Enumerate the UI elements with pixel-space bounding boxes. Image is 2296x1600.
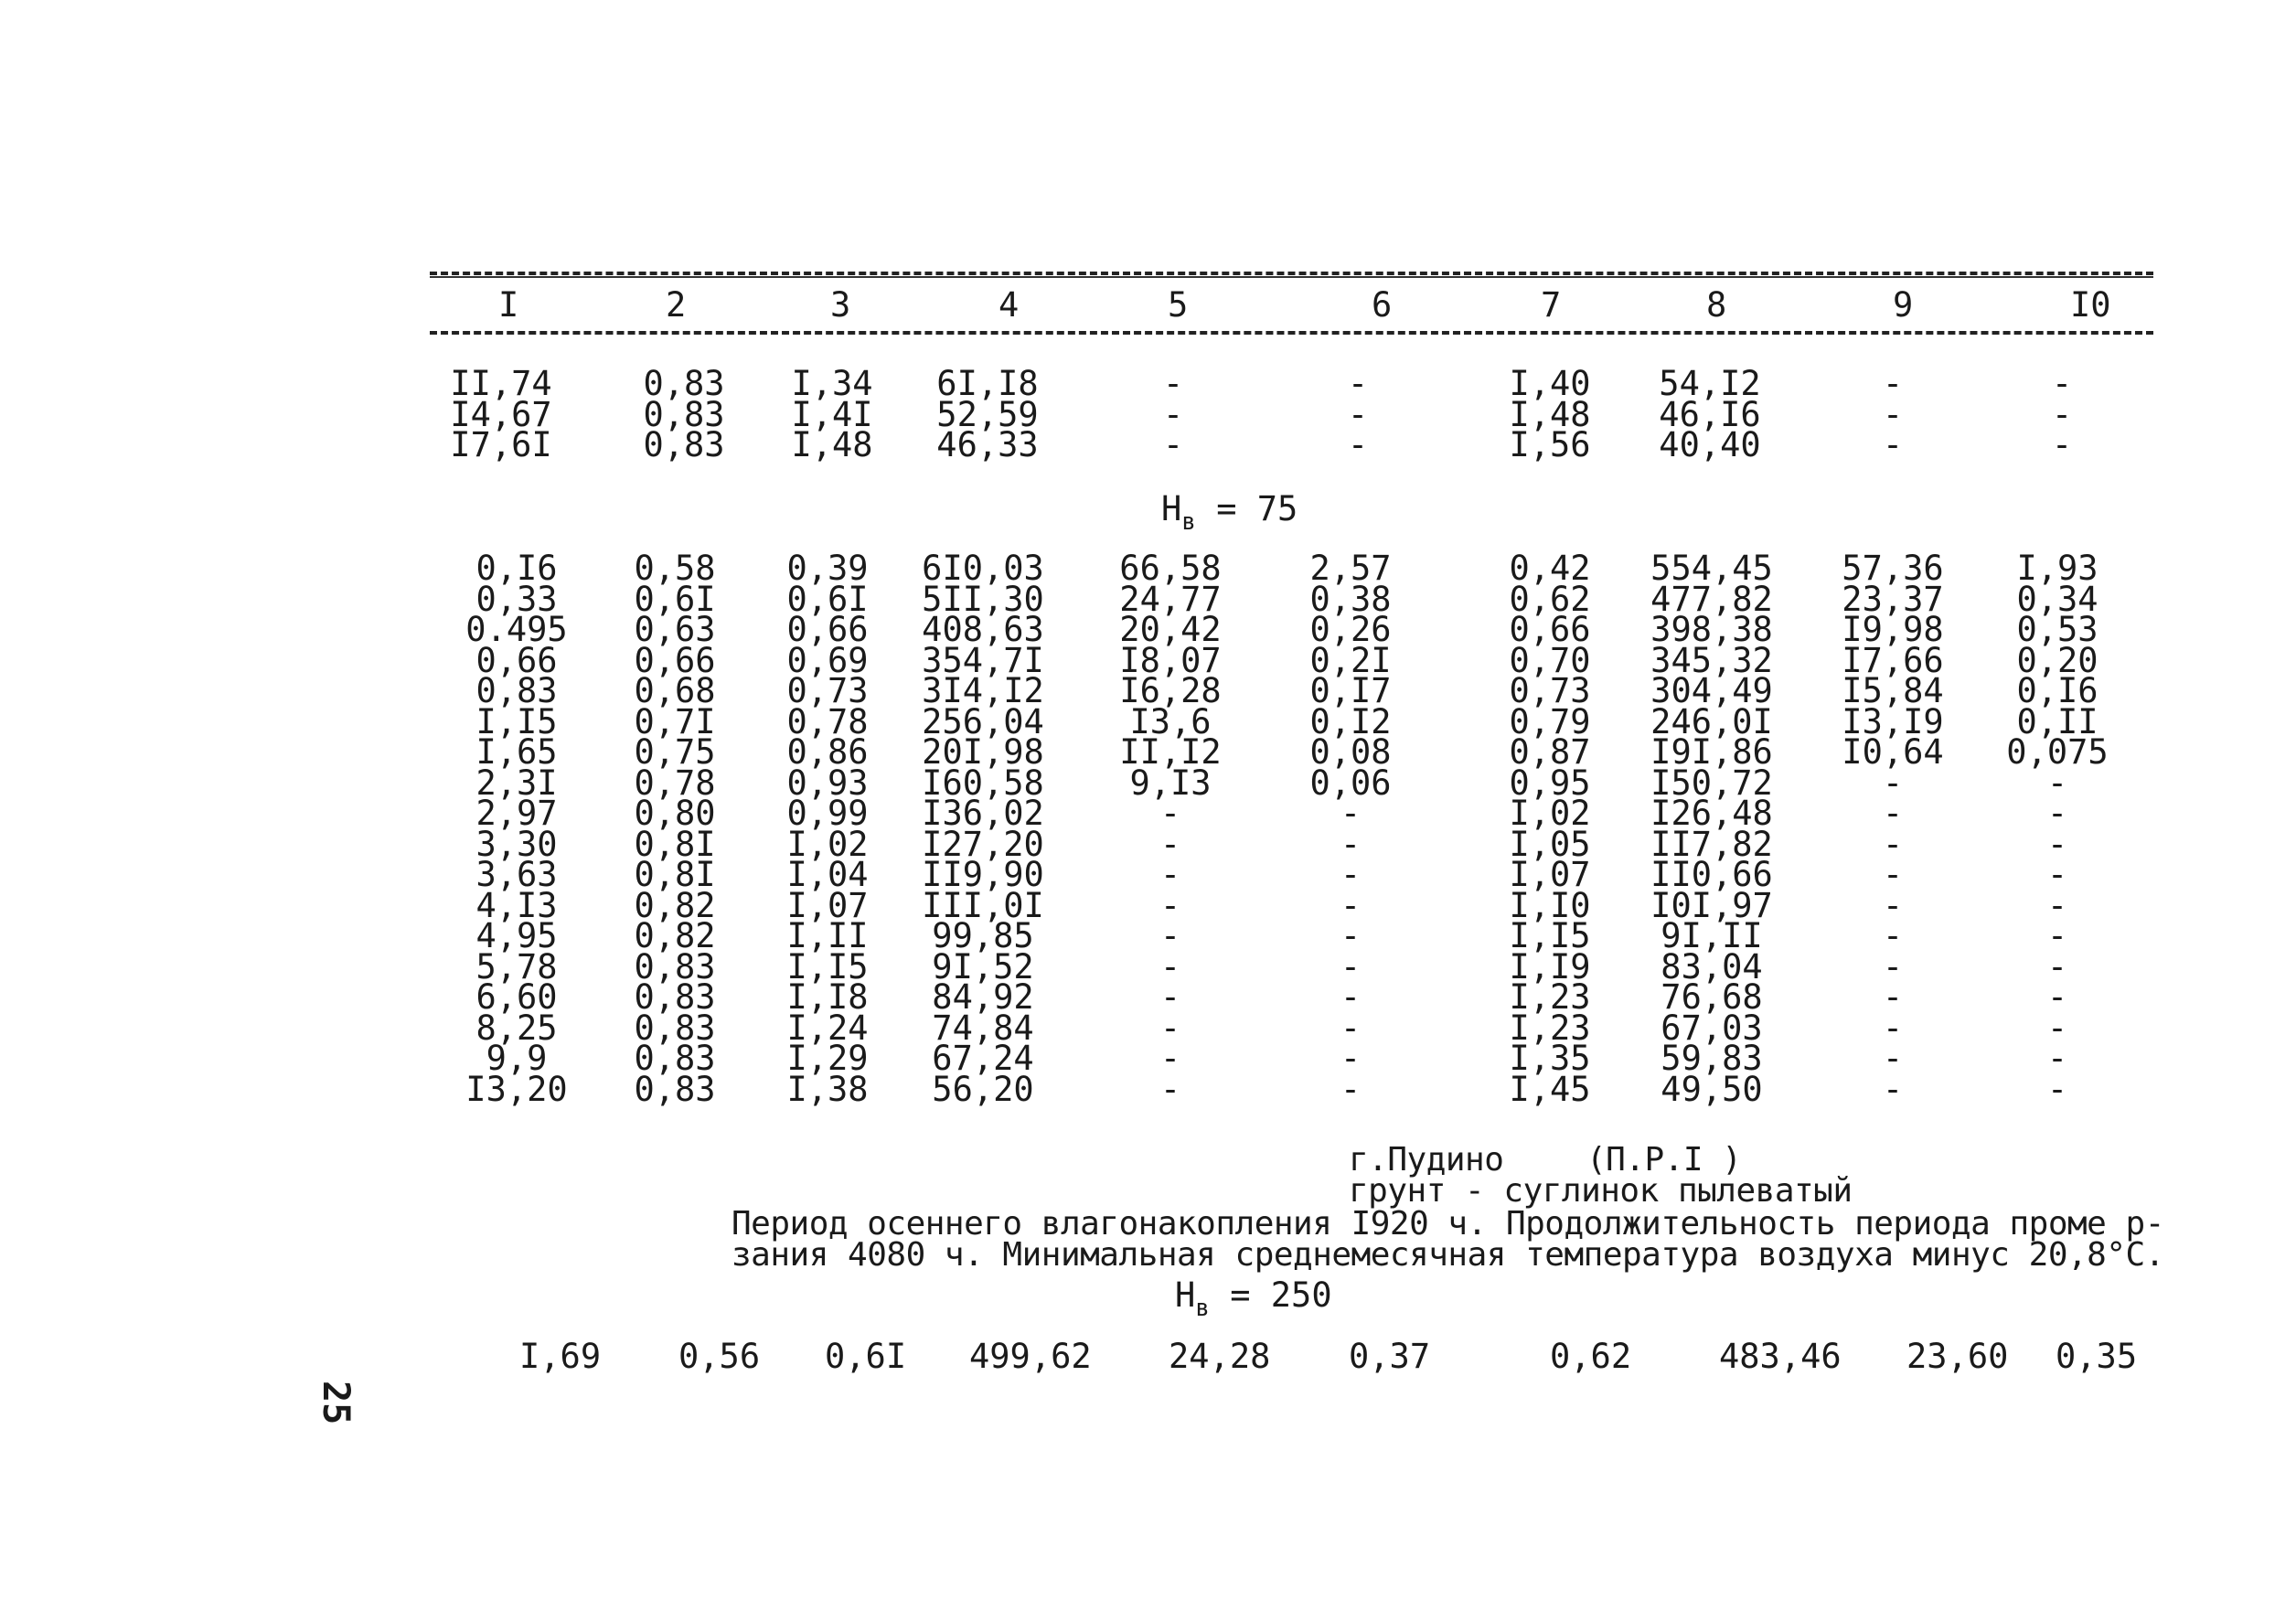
table-cell: 2,57 (1309, 549, 1392, 588)
table-cell: - (2046, 977, 2068, 1017)
table-cell: 408,63 (922, 610, 1044, 649)
table-cell: 0,39 (786, 549, 869, 588)
column-7 (1509, 364, 1591, 464)
table-cell: I26,48 (1650, 794, 1773, 833)
table-cell: 246,0I (1650, 701, 1773, 741)
table-cell: - (1159, 794, 1181, 833)
site-name: г.Пудино (1349, 1141, 1504, 1179)
column-2 (634, 549, 716, 1109)
table-cell: 354,7I (922, 640, 1044, 680)
table-cell: 9,I3 (1129, 763, 1212, 803)
table-cell: 0,86 (786, 732, 869, 772)
table-cell: II0,66 (1650, 855, 1773, 894)
table-cell: 20,42 (1119, 610, 1222, 649)
table-cell: - (1882, 394, 1904, 434)
table-cell: - (1159, 1039, 1181, 1078)
table-cell: I,I5 (1509, 916, 1591, 955)
table-cell: 0,70 (1509, 640, 1591, 680)
table-cell: I,48 (791, 425, 873, 464)
table-cell: I,48 (1509, 394, 1591, 434)
table-cell: III,0I (922, 885, 1044, 925)
table-cell: I4,67 (450, 394, 552, 434)
column-9 (1842, 549, 1944, 1109)
table-cell: - (1340, 946, 1362, 987)
table-cell: 0,8I (634, 855, 716, 894)
column-6 (1347, 364, 1369, 464)
table-cell: 6,60 (475, 977, 558, 1017)
table-cell: 9I,52 (932, 946, 1034, 987)
table-header-rule (430, 331, 2153, 335)
table-cell: 0,83 (634, 946, 716, 987)
table-cell: I6,28 (1119, 671, 1222, 710)
table-cell: - (2046, 1039, 2068, 1078)
table-cell: II,74 (450, 364, 552, 403)
table-cell: 0,83 (643, 364, 725, 403)
column-3 (791, 364, 873, 464)
table-cell: 9,9 (486, 1039, 548, 1078)
table-cell: I3,20 (465, 1069, 568, 1109)
table-cell: - (1347, 364, 1369, 403)
table-cell: I,93 (2016, 549, 2098, 588)
table-cell: I,45 (1509, 1069, 1591, 1109)
table-cell: I,65 (475, 732, 558, 772)
table-cell: - (2046, 824, 2068, 864)
table-cell: 0,I6 (475, 549, 558, 588)
column-10 (2051, 364, 2073, 464)
table-cell: 83,04 (1661, 946, 1763, 987)
table-cell: - (1340, 916, 1362, 955)
table-cell: 0,75 (634, 732, 716, 772)
table-cell: II7,82 (1650, 824, 1773, 864)
table-cell: - (2046, 855, 2068, 894)
table-cell: 0,33 (475, 579, 558, 619)
table-cell: 0,79 (1509, 701, 1591, 741)
table-cell: I50,72 (1650, 763, 1773, 803)
table-cell: I,05 (1509, 824, 1591, 864)
table-cell: 66,58 (1119, 549, 1222, 588)
table-cell: I,4I (791, 394, 873, 434)
table-cell: I,56 (1509, 425, 1591, 464)
table-cell: I60,58 (922, 763, 1044, 803)
table-cell: - (1340, 824, 1362, 864)
column-8 (1650, 549, 1773, 1109)
table-cell: - (1882, 364, 1904, 403)
table-cell: I36,02 (922, 794, 1044, 833)
table-cell: - (1882, 855, 1904, 894)
table-cell: - (1340, 1069, 1362, 1109)
table-cell: 0,66 (634, 640, 716, 680)
table-cell: - (1162, 364, 1184, 403)
table-cell: 0,II (2016, 701, 2098, 741)
table-cell: 0,2I (1309, 640, 1392, 680)
table-cell: 0,6I (786, 579, 869, 619)
table-cell: 0,06 (1309, 763, 1392, 803)
column-2 (643, 364, 725, 464)
formula-symbol: H (1175, 1275, 1196, 1315)
table-cell: 49,50 (1661, 1069, 1763, 1109)
table-cell: I7,66 (1842, 640, 1944, 680)
table-cell: - (2046, 794, 2068, 833)
table-cell: 0,99 (786, 794, 869, 833)
table-cell: 0,78 (634, 763, 716, 803)
formula-hv-250 (1175, 1275, 1332, 1322)
table-cell: 0,83 (634, 1069, 716, 1109)
table-cell: - (1347, 425, 1369, 464)
table-cell: - (1882, 425, 1904, 464)
table-cell: I,40 (1509, 364, 1591, 403)
table-cell: 0,6I (634, 579, 716, 619)
table-cell: - (1340, 885, 1362, 925)
column-10 (2006, 549, 2109, 1109)
table-cell: - (1882, 824, 1904, 864)
table-cell: 67,03 (1661, 1008, 1763, 1048)
table-cell: - (1882, 916, 1904, 955)
table-cell: 3I4,I2 (922, 671, 1044, 710)
table-cell: I,02 (786, 824, 869, 864)
table-cell: 4,95 (475, 916, 558, 955)
table-cell: - (1882, 1008, 1904, 1048)
table-cell: 0,73 (786, 671, 869, 710)
table-cell: - (1882, 946, 1904, 987)
table-cell: 99,85 (932, 916, 1034, 955)
table-cell: - (2046, 1008, 2068, 1048)
table-cell: I,I5 (475, 701, 558, 741)
formula-hv-75 (1161, 489, 1298, 536)
table-cell: I27,20 (922, 824, 1044, 864)
table-cell: I3,6 (1129, 701, 1212, 741)
table-cell: 0,82 (634, 916, 716, 955)
table-cell: I,24 (786, 1008, 869, 1048)
table-cell: 67,24 (932, 1039, 1034, 1078)
table-cell: I,35 (1509, 1039, 1591, 1078)
column-1 (450, 364, 552, 464)
table-cell: I,07 (1509, 855, 1591, 894)
table-cell: I0,64 (1842, 732, 1944, 772)
table-cell: 0,66 (475, 640, 558, 680)
column-7 (1509, 549, 1591, 1109)
table-cell: I,07 (786, 885, 869, 925)
table-cell: 0,83 (475, 671, 558, 710)
table-cell: 6I0,03 (922, 549, 1044, 588)
table-cell: - (1159, 855, 1181, 894)
period-description-line-2: зания 4080 ч. Минимальная среднемесячная температура воздуха минус 20,8°С. (732, 1236, 2164, 1274)
table-cell: I,I9 (1509, 946, 1591, 987)
table-cell: 398,38 (1650, 610, 1773, 649)
table-cell: 0,08 (1309, 732, 1392, 772)
site-code: (П.Р.I ) (1586, 1141, 1742, 1179)
table-cell: I9,98 (1842, 610, 1944, 649)
table-cell: 84,92 (932, 977, 1034, 1017)
table-cell: - (2046, 946, 2068, 987)
table-cell: I3,I9 (1842, 701, 1944, 741)
table-cell: - (2051, 394, 2073, 434)
table-cell: 0,26 (1309, 610, 1392, 649)
table-cell: - (1882, 794, 1904, 833)
table-cell: - (1159, 885, 1181, 925)
table-cell: 0,83 (634, 977, 716, 1017)
soil-type: грунт - суглинок пылеватый (1349, 1172, 1853, 1210)
table-cell: 0,78 (786, 701, 869, 741)
table-cell: - (1162, 394, 1184, 434)
table-cell: 0,68 (634, 671, 716, 710)
table-cell: - (1159, 1069, 1181, 1109)
table-cell: 0,95 (1509, 763, 1591, 803)
table-cell: 6I,I8 (936, 364, 1039, 403)
table-cell: 2,97 (475, 794, 558, 833)
table-cell: I0I,97 (1650, 885, 1773, 925)
table-cell: 0,34 (2016, 579, 2098, 619)
table-cell: 0,63 (634, 610, 716, 649)
table-cell: I7,6I (450, 425, 552, 464)
table-cell: 46,I6 (1659, 394, 1761, 434)
table-cell: 20I,98 (922, 732, 1044, 772)
table-cell: I,02 (1509, 794, 1591, 833)
table-cell: I,I0 (1509, 885, 1591, 925)
table-cell: 0,93 (786, 763, 869, 803)
table-cell: I,23 (1509, 977, 1591, 1017)
table-cell: 54,I2 (1659, 364, 1761, 403)
table-cell: 256,04 (922, 701, 1044, 741)
column-5 (1162, 364, 1184, 464)
table-cell: 0,075 (2006, 732, 2109, 772)
table-cell: - (2046, 885, 2068, 925)
column-1 (465, 549, 568, 1109)
table-cell: I,I8 (786, 977, 869, 1017)
table-cell: 0,I6 (2016, 671, 2098, 710)
formula-value: = 75 (1195, 489, 1298, 528)
table-cell: 0,20 (2016, 640, 2098, 680)
table-cell: - (1882, 1039, 1904, 1078)
table-cell: 3,63 (475, 855, 558, 894)
table-cell: 74,84 (932, 1008, 1034, 1048)
table-cell: 5II,30 (922, 579, 1044, 619)
page-number: 25 (315, 1381, 357, 1425)
table-cell: - (2046, 916, 2068, 955)
table-cell: 0,66 (786, 610, 869, 649)
table-cell: - (1340, 1008, 1362, 1048)
table-cell: 0,69 (786, 640, 869, 680)
table-cell: 0,80 (634, 794, 716, 833)
table-cell: 0,83 (634, 1008, 716, 1048)
table-cell: 0,53 (2016, 610, 2098, 649)
table-cell: I,38 (786, 1069, 869, 1109)
column-4 (936, 364, 1039, 464)
table-cell: I,34 (791, 364, 873, 403)
table-cell: 0,7I (634, 701, 716, 741)
table-cell: 9I,II (1661, 916, 1763, 955)
table-cell: 40,40 (1659, 425, 1761, 464)
table-cell: I5,84 (1842, 671, 1944, 710)
table-cell: - (1159, 1008, 1181, 1048)
table-cell: 0,38 (1309, 579, 1392, 619)
table-cell: 554,45 (1650, 549, 1773, 588)
table-cell: - (1159, 977, 1181, 1017)
table-cell: 304,49 (1650, 671, 1773, 710)
table-cell: 0,62 (1509, 579, 1591, 619)
column-6 (1309, 549, 1392, 1109)
table-cell: 23,37 (1842, 579, 1944, 619)
formula-value: = 250 (1209, 1275, 1332, 1315)
table-cell: 0,8I (634, 824, 716, 864)
table-cell: 56,20 (932, 1069, 1034, 1109)
table-cell: 0,82 (634, 885, 716, 925)
table-cell: 5,78 (475, 946, 558, 987)
table-cell: - (1882, 977, 1904, 1017)
table-cell: - (2051, 425, 2073, 464)
table-cell: I,I5 (786, 946, 869, 987)
column-4 (922, 549, 1044, 1109)
table-cell: I,23 (1509, 1008, 1591, 1048)
table-cell: - (1340, 794, 1362, 833)
formula-subscript: в (1195, 1295, 1210, 1322)
table-cell: I,04 (786, 855, 869, 894)
table-cell: 24,77 (1119, 579, 1222, 619)
table-top-rule (430, 272, 2153, 275)
table-cell: 57,36 (1842, 549, 1944, 588)
table-cell: 59,83 (1661, 1039, 1763, 1078)
table-cell: 345,32 (1650, 640, 1773, 680)
table-cell: I8,07 (1119, 640, 1222, 680)
table-cell: - (1340, 977, 1362, 1017)
table-cell: 0.495 (465, 610, 568, 649)
table-cell: - (2051, 364, 2073, 403)
table-cell: - (1340, 855, 1362, 894)
table-cell: I9I,86 (1650, 732, 1773, 772)
table-cell: - (2046, 763, 2068, 803)
table-cell: 52,59 (936, 394, 1039, 434)
table-cell: 4,I3 (475, 885, 558, 925)
table-cell: 0,83 (643, 425, 725, 464)
table-cell: - (1159, 824, 1181, 864)
column-8 (1659, 364, 1761, 464)
period-description-line-1: Период осеннего влагонакопления I920 ч. Продолжительность периода проме р- (732, 1205, 2164, 1243)
table-cell: 8,25 (475, 1008, 558, 1048)
table-cell: 0,83 (643, 394, 725, 434)
document-page: I 2 3 4 5 6 7 8 9 I0 II,74 I4,67 I7,6I 0,83 0,83 0,83 I,34 I,4I I,48 6I,I8 52,59 46,33 - - - - - - I,40 I,48 I,56 54,I2 46,I6 40,40 - - - - - - $H_в = 75$ 0,I6 0,33 0.495 0,66 0,83 I,I5 I,65 2,3I 2,97 3,30 3,63 4,I3 4,95 5,78 6,60 8,25 9,9 I3,20 0,58 0,6I 0,63 0,66 0,68 0,7I 0,75 0,78 0,80 0,8I 0,8I 0,82 0,82 0,83 0,83 0,83 0,83 0,83 0,39 0,6I 0,66 0,69 0,73 0,78 0,86 0,93 0,99 I,02 I,04 I,07 I,II I,I5 I,I8 I,24 I,29 I,38 6I0,03 5II,30 408,63 354,7I 3I4,I2 256,04 20I,98 I60,58 I36,02 I27,20 II9,90 III,0I 99,85 9I,52 84,92 74,84 67,24 56,20 66,58 24,77 20,42 I8,07 I6,28 I3,6 II,I2 9,I3 - - - - - - - - - - 2,57 0,38 0,26 0,2I 0,I7 0,I2 0,08 0,06 - - - - - - - - - - 0,42 0,62 0,66 0,70 0,73 0,79 0,87 0,95 I,02 I,05 I,07 I,I0 I,I5 I,I9 I,23 I,23 I,35 I,45 554,45 477,82 398,38 345,32 304,49 246,0I I9I,86 I50,72 I26,48 II7,82 II0,66 I0I,97 9I,II 83,04 76,68 67,03 59,83 49,50 57,36 23,37 I9,98 I7,66 I5,84 I3,I9 I0,64 - - - - - - - - - - - I,93 0,34 0,53 0,20 0,I6 0,II 0,075 - - - - - - - - - - - г.Пудино (П.Р.I ) грунт - суглинок пылеватый Период осеннего влагонакопления I920 ч. Продолжительность периода проме р- зания 4080 ч. Минимальная среднемесячная температура воздуха минус 20,8°С. $H_в = 250$ I,69 0,56 0,6I 499,62 24,28 0,37 0,62 483,46 23,60 0,35 25 (0, 0, 2296, 1600)
table-cell: - (1882, 763, 1904, 803)
table-cell: - (1347, 394, 1369, 434)
table-cell: 3,30 (475, 824, 558, 864)
table-cell: 0,I7 (1309, 671, 1392, 710)
formula-subscript: в (1181, 508, 1196, 536)
table-cell: 46,33 (936, 425, 1039, 464)
column-3 (786, 549, 869, 1109)
table-cell: 0,66 (1509, 610, 1591, 649)
table-cell: I,II (786, 916, 869, 955)
table-cell: II,I2 (1119, 732, 1222, 772)
table-cell: - (1159, 916, 1181, 955)
table-top-rule-solid (430, 276, 2153, 278)
table-cell: - (1882, 885, 1904, 925)
table-cell: - (1882, 1069, 1904, 1109)
table-cell: 0,87 (1509, 732, 1591, 772)
table-cell: - (1340, 1039, 1362, 1078)
table-cell: - (2046, 1069, 2068, 1109)
table-cell: II9,90 (922, 855, 1044, 894)
table-cell: I,29 (786, 1039, 869, 1078)
table-cell: 0,I2 (1309, 701, 1392, 741)
column-5 (1119, 549, 1222, 1109)
table-cell: 0,83 (634, 1039, 716, 1078)
table-cell: 76,68 (1661, 977, 1763, 1017)
column-9 (1882, 364, 1904, 464)
table-cell: 2,3I (475, 763, 558, 803)
table-cell: - (1159, 946, 1181, 987)
table-cell: - (1162, 425, 1184, 464)
table-cell: 0,73 (1509, 671, 1591, 710)
table-cell: 0,58 (634, 549, 716, 588)
formula-symbol: H (1161, 489, 1182, 528)
table-cell: 0,42 (1509, 549, 1591, 588)
table-cell: 477,82 (1650, 579, 1773, 619)
